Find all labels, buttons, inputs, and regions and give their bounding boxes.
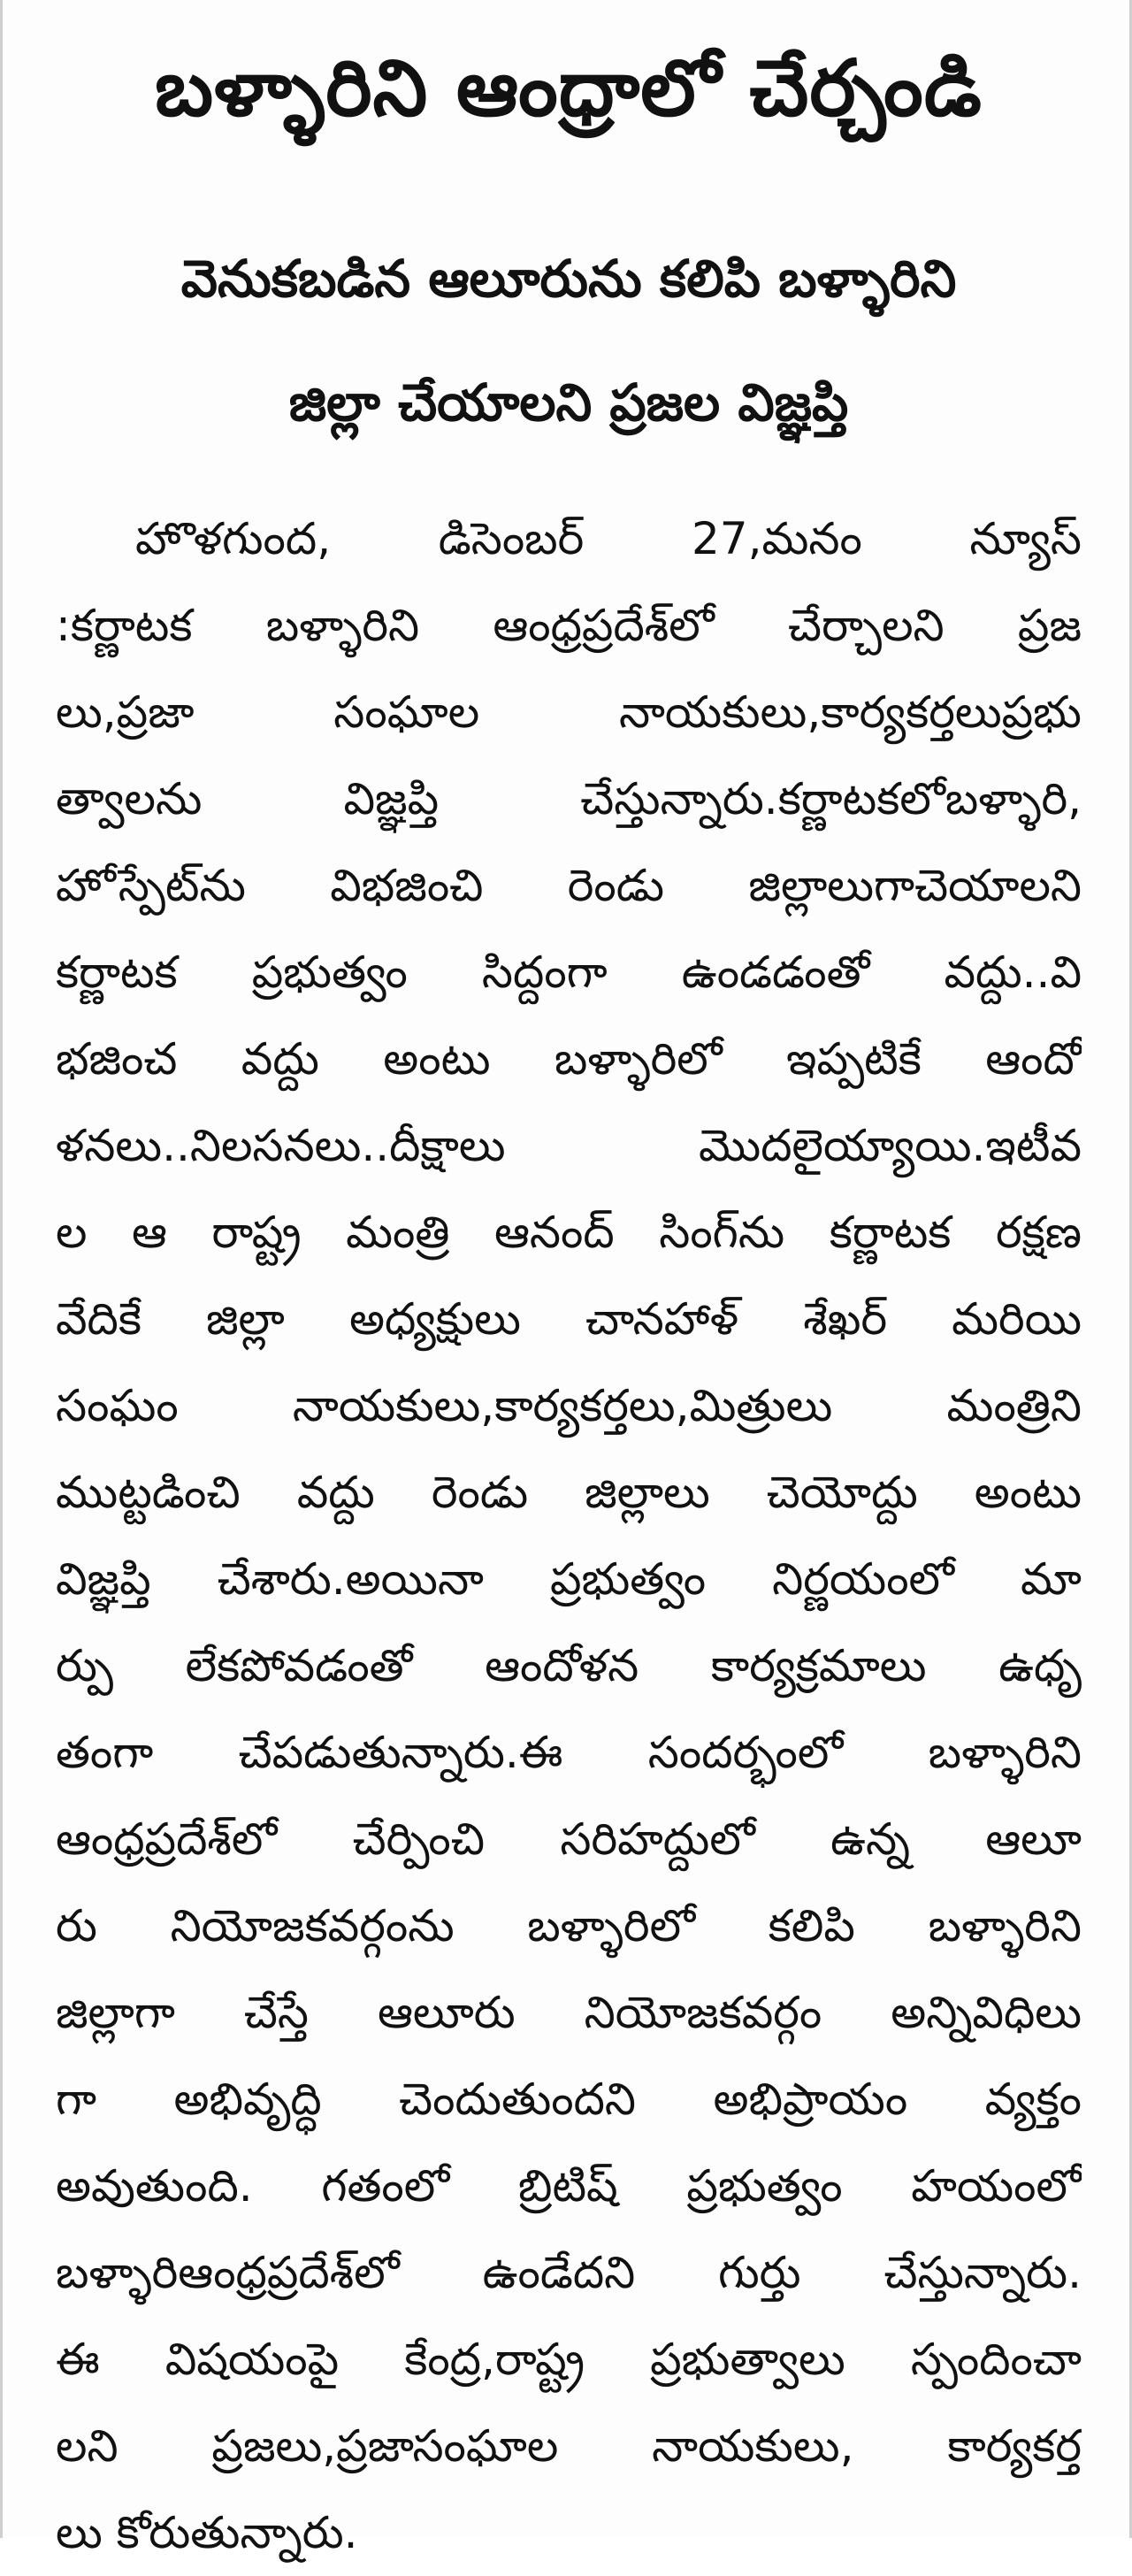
body-line: త్వాలను విజ్ఞప్తి చేస్తున్నారు.కర్ణాటకలోబళ్ళారి, bbox=[56, 773, 1082, 824]
body-line: :కర్ణాటక బళ్ళారిని ఆంధ్రప్రదేశ్‌లో చేర్చాలని ప్రజ bbox=[56, 600, 1082, 651]
body-line: లు కోరుతున్నారు. bbox=[56, 2507, 358, 2558]
body-line: లని ప్రజలు,ప్రజాసంఘాల నాయకులు, కార్యకర్త bbox=[56, 2420, 1082, 2472]
body-line: హొళగుంద, డిసెంబర్ 27,మనం న్యూస్ bbox=[135, 513, 1082, 564]
body-line: హోస్పేట్‌ను విభజించి రెండు జిల్లాలుగాచెయాలని bbox=[56, 860, 1082, 911]
headline: బళ్ళారిని ఆంధ్రాలో చేర్చండి bbox=[155, 42, 983, 134]
body-line: ముట్టడించి వద్దు రెండు జిల్లాలు చెయోద్దు అంటు bbox=[56, 1467, 1082, 1518]
body-line: ఆంధ్రప్రదేశ్‌లో చేర్పించి సరిహద్దులో ఉన్న ఆలూ bbox=[56, 1813, 1082, 1865]
body-line: ర్పు లేకపోవడంతో ఆందోళన కార్యక్రమాలు ఉధృ bbox=[56, 1640, 1082, 1691]
subheadline-line-2: జిల్లా చేయాలని ప్రజల విజ్ఞప్తి bbox=[288, 372, 849, 433]
body-line: బళ్ళారిఆంధ్రప్రదేశ్‌లో ఉండేదని గుర్తు చేస్తున్నారు. bbox=[56, 2247, 1082, 2298]
body-line: విజ్ఞప్తి చేశారు.అయినా ప్రభుత్వం నిర్ణయంలో మా bbox=[56, 1553, 1082, 1605]
body-line: జిల్లాగా చేస్తే ఆలూరు నియోజకవర్గం అన్నివిధిలు bbox=[56, 1987, 1082, 2038]
body-line: కర్ణాటక ప్రభుత్వం సిద్దంగా ఉండడంతో వద్దు..వి bbox=[56, 947, 1082, 998]
body-line: గా అభివృద్ధి చెందుతుందని అభిప్రాయం వ్యక్తం bbox=[56, 2074, 1082, 2125]
body-line: భజించ వద్దు అంటు బళ్ళారిలో ఇప్పటికే ఆందో bbox=[56, 1033, 1082, 1085]
body-line: ల ఆ రాష్ట్ర మంత్రి ఆనంద్ సింగ్‌ను కర్ణాటక రక్షణ bbox=[56, 1207, 1082, 1258]
body-line: వేదికే జిల్లా అధ్యక్షులు చానహాళ్ శేఖర్ మరియి bbox=[56, 1293, 1082, 1345]
subheadline-line-1: వెనుకబడిన ఆలూరును కలిపి బళ్ళారిని bbox=[180, 249, 957, 309]
body-line: రు నియోజకవర్గంను బళ్ళారిలో కలిపి బళ్ళారిని bbox=[56, 1900, 1082, 1951]
article-body bbox=[56, 495, 1082, 2576]
body-line: ఈ విషయంపై కేంద్ర,రాష్ట్ర ప్రభుత్వాలు స్పందించా bbox=[56, 2334, 1082, 2385]
body-line: తంగా చేపడుతున్నారు.ఈ సందర్భంలో బళ్ళారిని bbox=[56, 1727, 1082, 1778]
body-line: లు,ప్రజా సంఘాల నాయకులు,కార్యకర్తలుప్రభు bbox=[56, 686, 1082, 738]
body-line: సంఘం నాయకులు,కార్యకర్తలు,మిత్రులు మంత్రిని bbox=[56, 1380, 1082, 1431]
body-line: ళనలు..నిలసనలు..దీక్షాలు మొదలైయ్యాయి.ఇటీవ bbox=[56, 1120, 1082, 1171]
body-line: అవుతుంది. గతంలో బ్రిటిష్ ప్రభుత్వం హయంలో bbox=[56, 2160, 1082, 2212]
